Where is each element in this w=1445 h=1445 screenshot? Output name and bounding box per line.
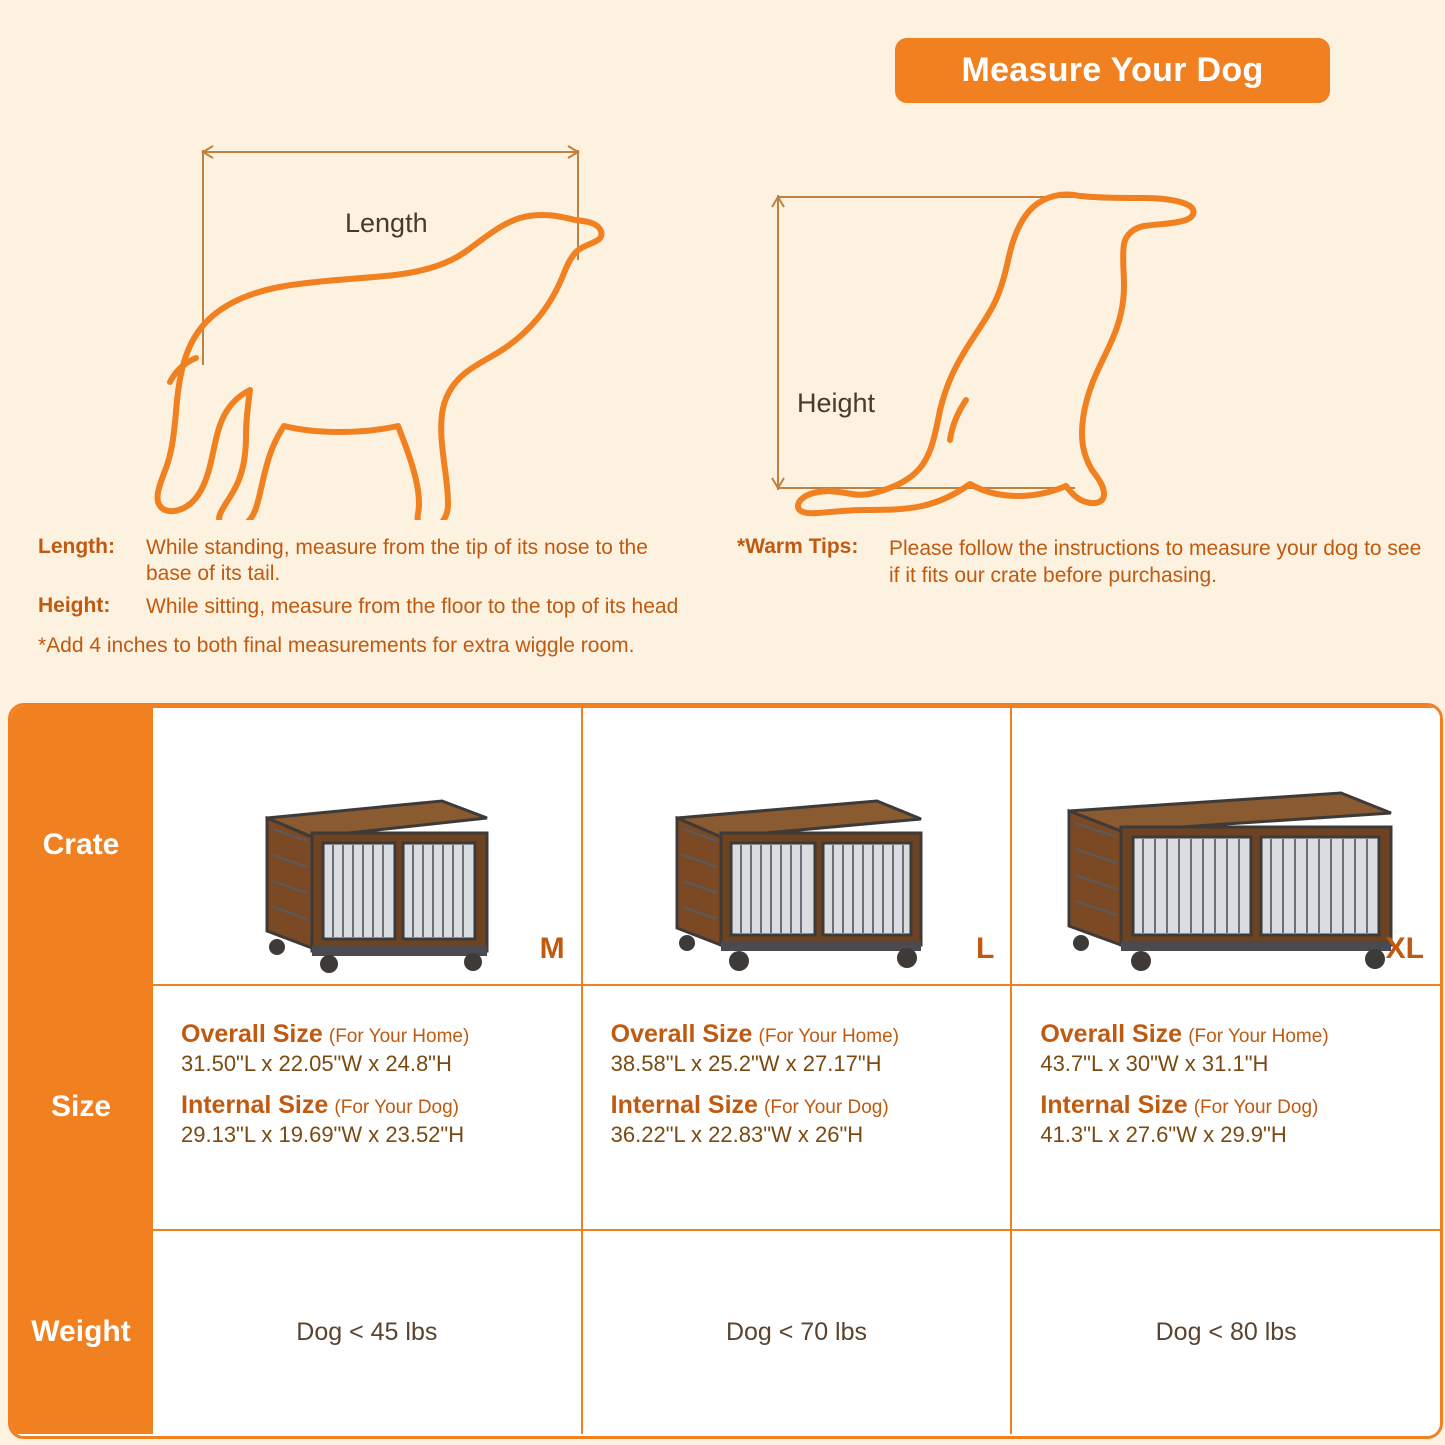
warm-tips-key: *Warm Tips: bbox=[737, 535, 859, 558]
internal-size-sub: (For Your Dog) bbox=[334, 1097, 460, 1118]
definition-row bbox=[38, 535, 698, 588]
row-label-weight: Weight bbox=[11, 1229, 151, 1434]
overall-size-value-m: 31.50"L x 22.05"W x 24.8"H bbox=[181, 1051, 452, 1076]
row-label-crate: Crate bbox=[11, 706, 151, 984]
badge-label: Measure Your Dog bbox=[961, 51, 1264, 89]
length-label: Length bbox=[345, 208, 428, 238]
size-cell-xl bbox=[1010, 984, 1440, 1229]
weight-cell-l: Dog < 70 lbs bbox=[581, 1229, 1011, 1434]
definition-value: While standing, measure from the tip of its nose to the base of its tail. bbox=[146, 536, 648, 586]
crate-size-tag-m: M bbox=[539, 932, 565, 965]
overall-size-value-l: 38.58"L x 25.2"W x 27.17"H bbox=[610, 1051, 882, 1076]
overall-size-title: Overall Size bbox=[1040, 1020, 1183, 1048]
sitting-dog-front-leg-detail bbox=[950, 400, 966, 440]
crate-size-tag-l: L bbox=[976, 932, 995, 965]
overall-size-title: Overall Size bbox=[181, 1020, 323, 1048]
definition-key: Length: bbox=[38, 535, 115, 558]
crate-image-cell-xl bbox=[1010, 706, 1440, 984]
internal-size-title: Internal Size bbox=[181, 1091, 329, 1119]
internal-size-sub: (For Your Dog) bbox=[1193, 1097, 1319, 1118]
overall-size-heading-xl bbox=[1040, 1020, 1440, 1049]
internal-size-sub: (For Your Dog) bbox=[764, 1097, 889, 1118]
overall-size-value-xl: 43.7"L x 30"W x 31.1"H bbox=[1040, 1051, 1269, 1076]
overall-size-heading-l bbox=[611, 1020, 1011, 1049]
weight-cell-m: Dog < 45 lbs bbox=[151, 1229, 581, 1434]
internal-size-heading-m bbox=[181, 1091, 581, 1120]
overall-size-sub: (For Your Home) bbox=[758, 1026, 899, 1047]
internal-size-value-xl: 41.3"L x 27.6"W x 29.9"H bbox=[1040, 1122, 1287, 1147]
row-label-size: Size bbox=[11, 984, 151, 1229]
crate-size-tag-xl: XL bbox=[1385, 932, 1424, 965]
measurement-instructions bbox=[0, 530, 1445, 690]
standing-dog-outline bbox=[158, 215, 602, 520]
crate-illustration-m bbox=[237, 763, 497, 978]
dog-outline-svg bbox=[0, 100, 1445, 520]
overall-size-sub: (For Your Home) bbox=[328, 1026, 470, 1047]
weight-cell-xl: Dog < 80 lbs bbox=[1010, 1229, 1440, 1434]
crate-image-cell-m bbox=[151, 706, 581, 984]
definition-key: Height: bbox=[38, 593, 111, 617]
measure-your-dog-badge bbox=[895, 38, 1330, 103]
internal-size-title: Internal Size bbox=[1040, 1091, 1188, 1119]
dog-illustrations bbox=[0, 100, 1445, 520]
internal-size-value-m: 29.13"L x 19.69"W x 23.52"H bbox=[181, 1122, 465, 1147]
warm-tips bbox=[737, 535, 1427, 590]
definition-row bbox=[38, 594, 698, 620]
internal-size-title: Internal Size bbox=[610, 1091, 758, 1119]
internal-size-heading-xl bbox=[1040, 1091, 1440, 1120]
overall-size-heading-m bbox=[181, 1020, 581, 1049]
sitting-dog-outline bbox=[798, 195, 1194, 514]
overall-size-title: Overall Size bbox=[610, 1020, 753, 1048]
warm-tips-value: Please follow the instructions to measure your dog to see if it fits our crate before purchasing. bbox=[889, 537, 1422, 588]
wiggle-room-note: *Add 4 inches to both final measurements for extra wiggle room. bbox=[38, 633, 635, 657]
overall-size-sub: (For Your Home) bbox=[1188, 1026, 1329, 1047]
size-cell-m bbox=[151, 984, 581, 1229]
size-cell-l bbox=[581, 984, 1011, 1229]
definition-value: While sitting, measure from the floor to the top of its head bbox=[146, 594, 679, 618]
internal-size-heading-l bbox=[611, 1091, 1011, 1120]
crate-illustration-l bbox=[659, 773, 934, 978]
height-label: Height bbox=[797, 388, 876, 418]
definitions-list bbox=[38, 535, 698, 658]
crate-image-cell-l bbox=[581, 706, 1011, 984]
internal-size-value-l: 36.22"L x 22.83"W x 26"H bbox=[610, 1122, 864, 1147]
crate-illustration-xl bbox=[1041, 763, 1411, 978]
crate-size-table bbox=[8, 703, 1443, 1439]
